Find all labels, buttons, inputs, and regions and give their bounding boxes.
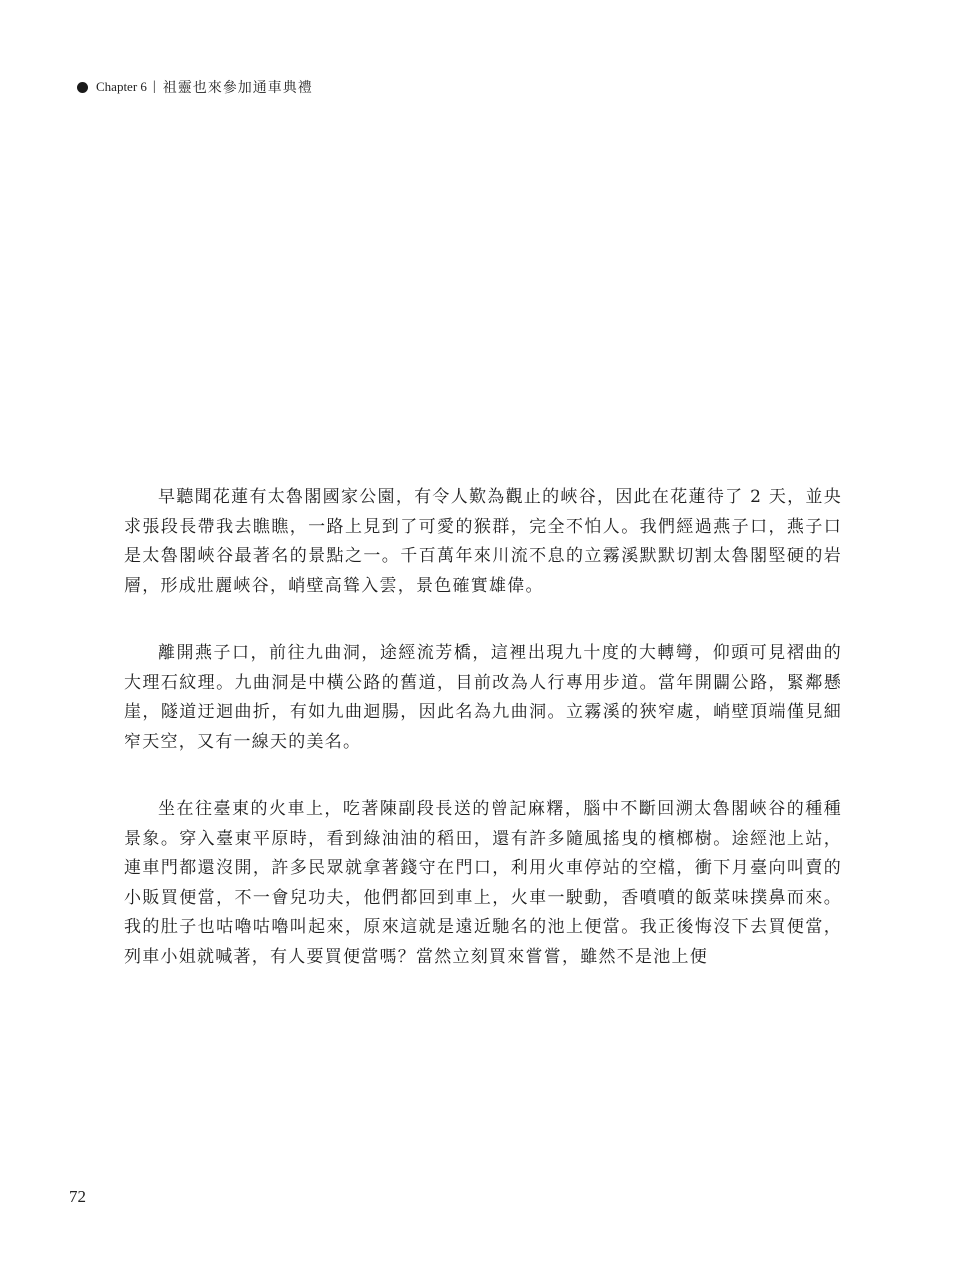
paragraph-1: 早聽聞花蓮有太魯閣國家公園，有令人歎為觀止的峽谷，因此在花蓮待了 2 天，並央求張段長帶我去瞧瞧，一路上見到了可愛的猴群，完全不怕人。我們經過燕子口，燕子口是太魯閣峽谷最著名的景點之一。千百萬年來川流不息的立霧溪默默切割太魯閣堅硬的岩層，形成壯麗峽谷，峭壁高聳入雲，景色確實雄偉。 bbox=[124, 487, 842, 596]
header-separator: | bbox=[152, 79, 156, 94]
paragraph-3: 坐在往臺東的火車上，吃著陳副段長送的曾記麻糬，腦中不斷回溯太魯閣峽谷的種種景象。穿入臺東平原時，看到綠油油的稻田，還有許多隨風搖曳的檳榔樹。途經池上站，連車門都還沒開，許多民眾就拿著錢守在門口，利用火車停站的空檔，衝下月臺向叫賣的小販買便當，不一會兒功夫，他們都回到車上，火車一駛動，香噴噴的飯菜味撲鼻而來。我的肚子也咕嚕咕嚕叫起來，原來這就是遠近馳名的池上便當。我正後悔沒下去買便當，列車小姐就喊著，有人要買便當嗎？當然立刻買來嘗嘗，雖然不是池上便 bbox=[124, 799, 842, 967]
bullet-icon bbox=[77, 82, 88, 93]
running-header bbox=[77, 76, 313, 98]
chapter-title: 祖靈也來參加通車典禮 bbox=[162, 80, 313, 96]
chapter-label: Chapter 6 bbox=[96, 79, 147, 94]
page-number: 72 bbox=[69, 1187, 86, 1206]
paragraph-2: 離開燕子口，前往九曲洞，途經流芳橋，這裡出現九十度的大轉彎，仰頭可見褶曲的大理石紋理。九曲洞是中橫公路的舊道，目前改為人行專用步道。當年開闢公路，緊鄰懸崖，隧道迂迴曲折，有如九曲迴腸，因此名為九曲洞。立霧溪的狹窄處，峭壁頂端僅見細窄天空，又有一線天的美名。 bbox=[124, 643, 842, 752]
body-text bbox=[124, 483, 842, 972]
